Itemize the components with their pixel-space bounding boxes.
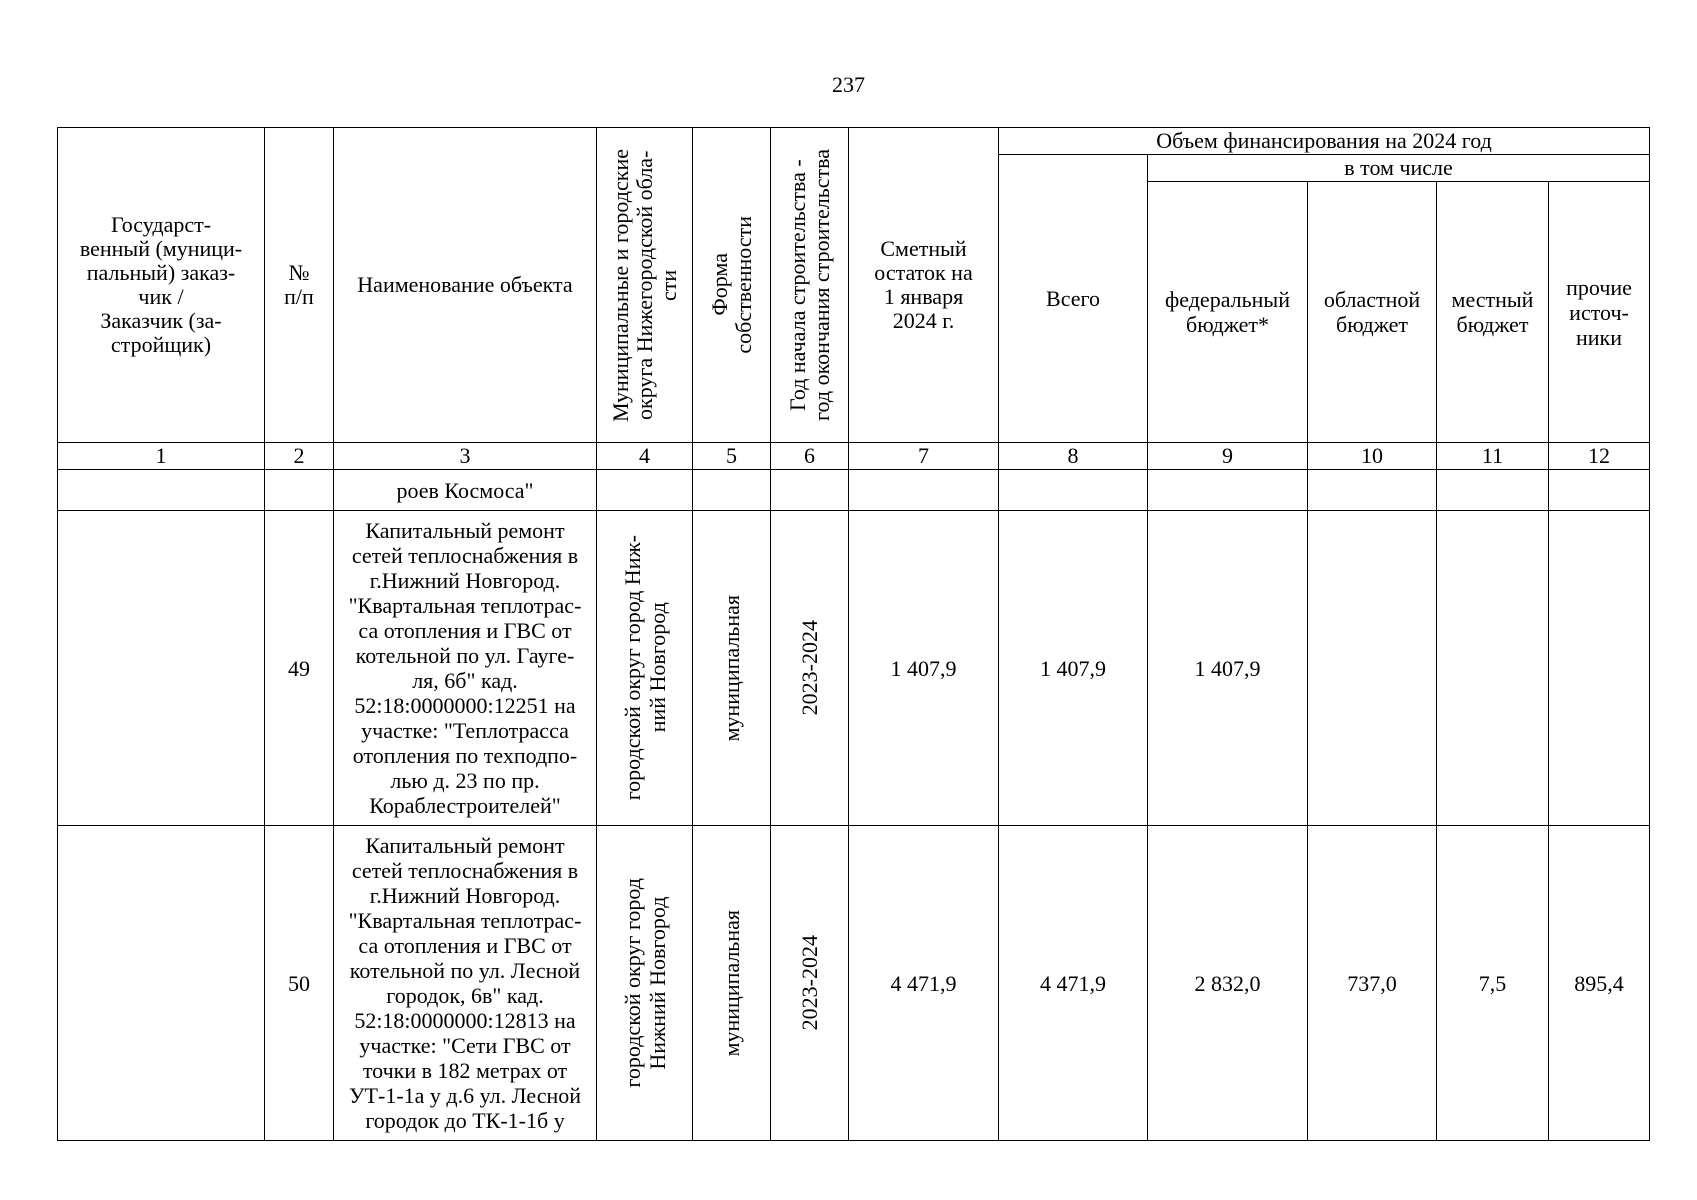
cell-ownership [693, 470, 771, 511]
cell-estimate: 4 471,9 [849, 826, 999, 1141]
cell-federal: 1 407,9 [1148, 511, 1308, 826]
header-federal: федеральный бюджет* [1148, 182, 1308, 443]
header-municipality: Муниципальные и городские округа Нижегородской обла- сти [597, 128, 693, 443]
cell-object-name: роев Космоса" [334, 470, 597, 511]
header-row-1 [58, 128, 1650, 155]
column-number: 10 [1308, 443, 1437, 470]
header-ownership: Форма собственности [693, 128, 771, 443]
cell-federal [1148, 470, 1308, 511]
cell-municipality [597, 470, 693, 511]
header-total: Всего [999, 155, 1148, 443]
header-other: прочие источ- ники [1549, 182, 1650, 443]
cell-other [1549, 511, 1650, 826]
table-row [58, 470, 1650, 511]
cell-customer [58, 511, 265, 826]
cell-years: 2023-2024 [771, 826, 849, 1141]
cell-ownership: муниципальная [693, 826, 771, 1141]
cell-other [1549, 470, 1650, 511]
cell-object-name: Капитальный ремонт сетей теплоснабжения в г.Нижний Новгород. "Квартальная теплотрас- са отопления и ГВС от котельной по ул. Лесной городок, 6в" кад. 52:18:0000000:12813 на участке: "Сети ГВС от точки в 182 метрах от УТ-1-1а у д.6 ул. Лесной городок до ТК-1-1б у [334, 826, 597, 1141]
header-local: местный бюджет [1437, 182, 1549, 443]
cell-municipality: городской округ город Нижний Новгород [597, 826, 693, 1141]
header-customer: Государст- венный (муници- пальный) заказ- чик / Заказчик (за- стройщик) [58, 128, 265, 443]
cell-years [771, 470, 849, 511]
cell-regional [1308, 470, 1437, 511]
header-estimate: Сметный остаток на 1 января 2024 г. [849, 128, 999, 443]
cell-local [1437, 511, 1549, 826]
cell-customer [58, 470, 265, 511]
column-number: 11 [1437, 443, 1549, 470]
column-number: 6 [771, 443, 849, 470]
cell-object-name: Капитальный ремонт сетей теплоснабжения в г.Нижний Новгород. "Квартальная теплотрас- са отопления и ГВС от котельной по ул. Гауге- ля, 6б" кад. 52:18:0000000:12251 на участке: "Теплотрасса отопления по техподпо- лью д. 23 по пр. Кораблестроителей" [334, 511, 597, 826]
cell-total: 4 471,9 [999, 826, 1148, 1141]
cell-total: 1 407,9 [999, 511, 1148, 826]
column-number: 5 [693, 443, 771, 470]
header-including: в том числе [1148, 155, 1650, 182]
column-number: 8 [999, 443, 1148, 470]
column-number: 9 [1148, 443, 1308, 470]
column-number: 7 [849, 443, 999, 470]
column-number: 3 [334, 443, 597, 470]
cell-regional: 737,0 [1308, 826, 1437, 1141]
cell-local: 7,5 [1437, 826, 1549, 1141]
cell-regional [1308, 511, 1437, 826]
cell-other: 895,4 [1549, 826, 1650, 1141]
cell-num: 49 [265, 511, 334, 826]
cell-municipality: городской округ город Ниж- ний Новгород [597, 511, 693, 826]
cell-estimate [849, 470, 999, 511]
financing-table [57, 127, 1650, 1141]
header-object-name: Наименование объекта [334, 128, 597, 443]
cell-total [999, 470, 1148, 511]
cell-customer [58, 826, 265, 1141]
column-number: 2 [265, 443, 334, 470]
cell-years: 2023-2024 [771, 511, 849, 826]
cell-federal: 2 832,0 [1148, 826, 1308, 1141]
table-row [58, 511, 1650, 826]
cell-num [265, 470, 334, 511]
table-row [58, 826, 1650, 1141]
cell-estimate: 1 407,9 [849, 511, 999, 826]
column-number: 12 [1549, 443, 1650, 470]
page-number: 237 [832, 72, 865, 97]
header-num: № п/п [265, 128, 334, 443]
cell-num: 50 [265, 826, 334, 1141]
column-number: 4 [597, 443, 693, 470]
cell-ownership: муниципальная [693, 511, 771, 826]
header-years: Год начала строительства - год окончания строительства [771, 128, 849, 443]
header-regional: областной бюджет [1308, 182, 1437, 443]
column-numbers-row [58, 443, 1650, 470]
cell-local [1437, 470, 1549, 511]
column-number: 1 [58, 443, 265, 470]
header-funding-group: Объем финансирования на 2024 год [999, 128, 1650, 155]
